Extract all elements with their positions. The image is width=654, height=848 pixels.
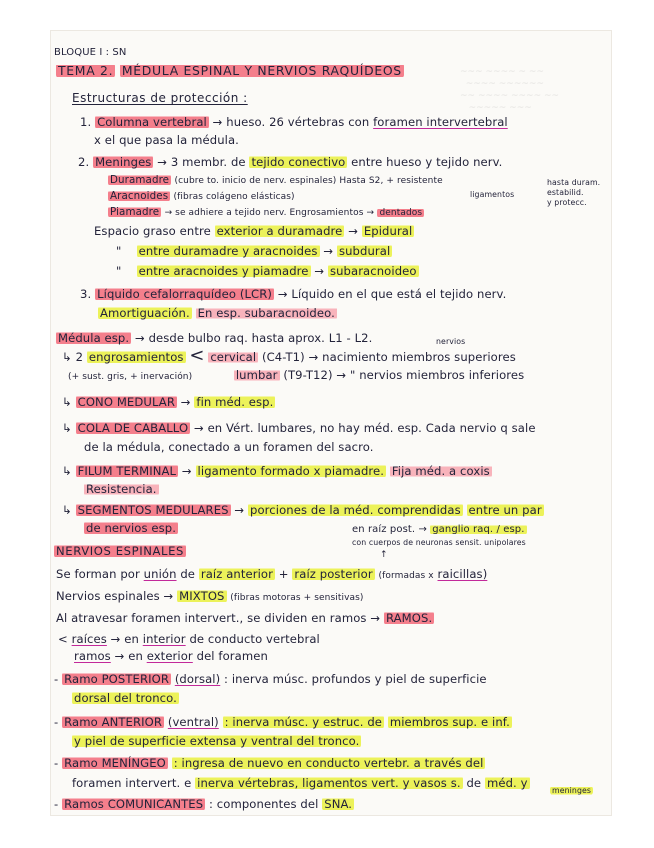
- arrow: ↳: [62, 503, 72, 517]
- item-columna: [80, 114, 508, 130]
- hl-med: méd. y: [486, 776, 528, 790]
- arrow: →: [348, 224, 359, 238]
- text: (formadas x: [378, 571, 434, 581]
- underlined-union: unión: [143, 567, 177, 581]
- text: (fibras motoras + sensitivas): [230, 593, 364, 603]
- hl-duramadre: Duramadre: [110, 174, 170, 186]
- num: 3.: [80, 287, 92, 301]
- lcr-amortiguacion: [98, 305, 337, 321]
- text: de: [180, 567, 196, 581]
- arrow: →: [181, 464, 192, 478]
- ramo-meningeo: [54, 755, 485, 771]
- hl-entre: entre duramadre y aracnoides: [138, 244, 318, 258]
- hl-piamadre: Piamadre: [110, 206, 160, 218]
- bullet: -: [54, 756, 59, 770]
- hl-ramo-anterior: Ramo ANTERIOR: [64, 715, 163, 729]
- ditto: ": [349, 368, 356, 382]
- text: Se forman por: [56, 567, 140, 581]
- text: → en: [114, 649, 143, 663]
- hl-cervical: cervical: [210, 350, 257, 364]
- hl-medula-esp: Médula esp.: [58, 331, 130, 345]
- hl-epidural: Epidural: [363, 224, 413, 238]
- meninge-piamadre: [108, 204, 424, 220]
- ramo-anterior: [54, 714, 512, 730]
- text: → en Vért. lumbares, no hay méd. esp. Cada nervio q sale: [193, 421, 536, 435]
- hl-ganglio: ganglio raq. / esp.: [432, 524, 525, 535]
- underlined-foramen: foramen intervertebral: [373, 115, 508, 129]
- underlined-ventral: (ventral): [167, 715, 219, 729]
- text: (C4-T1) → nacimiento: [261, 350, 388, 364]
- arrow: →: [234, 503, 245, 517]
- tema-name: MÉDULA ESPINAL Y NERVIOS RAQUÍDEOS: [121, 63, 402, 78]
- engrosamiento-lumbar: [68, 367, 524, 383]
- ramos-comunicantes: [54, 796, 354, 812]
- meninge-duramadre: [108, 172, 443, 188]
- text: Nervios espinales →: [56, 589, 174, 603]
- cono-medular: [62, 394, 275, 410]
- note-ligamentos: ligamentos: [470, 190, 515, 199]
- hl-exterior: exterior a duramadre: [216, 224, 343, 238]
- note-nervios: nervios: [436, 337, 466, 346]
- text: miembros superiores: [391, 350, 516, 364]
- text: (cubre to. inicio de nerv. espinales) Hasta S2, + resistente: [174, 176, 443, 186]
- text: → Líquido en el que está el tejido nerv.: [277, 287, 507, 301]
- underlined-raices: raíces: [71, 632, 107, 646]
- brace: <: [189, 345, 205, 366]
- text: → 3 membr. de: [157, 155, 246, 169]
- hl-amortiguacion: Amortiguación.: [100, 306, 190, 320]
- underlined-exterior: exterior: [146, 649, 193, 663]
- hl-sna: SNA.: [324, 797, 353, 811]
- text: → en: [110, 632, 139, 646]
- hl-resistencia: Resistencia.: [86, 482, 157, 496]
- text: → hueso. 26 vértebras con: [212, 115, 370, 129]
- nervios-formacion: [56, 566, 487, 582]
- text: → desde bulbo raq. hasta aprox. L1 - L2.: [134, 331, 373, 345]
- underlined-raicillas: raicillas): [437, 567, 488, 581]
- bullet: -: [54, 672, 59, 686]
- hl-engrosamientos: engrosamientos: [88, 350, 184, 364]
- hl-dorsal-tronco: dorsal del tronco.: [74, 691, 177, 705]
- hl-ramo-meningeo: Ramo MENÍNGEO: [64, 756, 166, 770]
- nervios-ramos: [56, 610, 434, 626]
- hl-raiz-posterior: raíz posterior: [294, 567, 373, 581]
- nervios-espinales-heading: [54, 543, 186, 559]
- note-protecc: y protecc.: [547, 198, 587, 207]
- hl-ramo-posterior: Ramo POSTERIOR: [64, 672, 170, 686]
- meninge-aracnoides: [108, 188, 295, 204]
- text: de: [466, 776, 482, 790]
- note-meninges: [550, 786, 593, 796]
- text: Al atravesar foramen intervert., se dividen en ramos →: [56, 611, 381, 625]
- hl-meninges: meninges: [552, 786, 592, 795]
- text: : componentes del: [208, 797, 319, 811]
- underlined-interior: interior: [142, 632, 186, 646]
- hl-porciones: porciones de la méd. comprendidas: [250, 503, 461, 517]
- underlined-ramos: ramos: [74, 649, 111, 663]
- text: (+ sust. gris, + inervación): [68, 372, 193, 382]
- hl-inerva: : inerva músc. y estruc. de: [224, 715, 383, 729]
- text-line: x el que pasa la médula.: [94, 133, 239, 147]
- nervios-mixtos: [56, 588, 364, 604]
- text: entre hueso y tejido nerv.: [351, 155, 503, 169]
- hl-subaracnoideo: subaracnoideo: [329, 264, 417, 278]
- engrosamiento-cervical: [62, 345, 516, 366]
- hl-mixtos: MIXTOS: [179, 589, 225, 603]
- hl-dentados: dentados: [379, 208, 423, 218]
- hl-filum: FILUM TERMINAL: [77, 464, 177, 478]
- tema-title: [56, 63, 404, 79]
- note-estabilid: estabilid.: [547, 188, 584, 197]
- section-heading-proteccion: Estructuras de protección :: [72, 91, 248, 105]
- bloque-label: BLOQUE I : SN: [54, 47, 127, 58]
- num: 2.: [78, 155, 90, 169]
- hl-tejido-conectivo: tejido conectivo: [251, 155, 346, 169]
- note-hasta-duram: hasta duram.: [547, 178, 601, 187]
- raices-interior: [58, 631, 320, 647]
- filum-resistencia: [84, 481, 159, 497]
- ramo-posterior-cont: [72, 690, 179, 706]
- note-raiz-post: [352, 524, 527, 535]
- text: nervios miembros inferiores: [359, 368, 525, 382]
- text: en raíz post. →: [352, 524, 427, 535]
- arrow: →: [323, 244, 334, 258]
- hl-entre: entre aracnoides y piamadre: [138, 264, 309, 278]
- note-neuronas: con cuerpos de neuronas sensit. unipolares: [352, 538, 526, 547]
- hl-lumbar: lumbar: [235, 368, 278, 382]
- text: +: [278, 567, 289, 581]
- hl-lcr: Líquido cefalorraquídeo (LCR): [97, 287, 273, 301]
- text: de conducto vertebral: [189, 632, 320, 646]
- text: → se adhiere a tejido nerv. Engrosamientos →: [164, 208, 375, 218]
- hl-piel-superficie: y piel de superficie extensa y ventral del tronco.: [74, 734, 360, 748]
- hl-esp-subaracnoideo: En esp. subaracnoideo.: [197, 306, 335, 320]
- arrow: ↳: [62, 395, 72, 409]
- ditto: ": [116, 244, 122, 258]
- hl-meninges: Meninges: [95, 155, 152, 169]
- hl-fin-med: fin méd. esp.: [196, 395, 274, 409]
- ramo-posterior: [54, 671, 487, 687]
- text: Espacio graso entre: [94, 224, 211, 238]
- arrow: →: [180, 395, 191, 409]
- hl-entre-par: entre un par: [468, 503, 542, 517]
- arrow: ↳ 2: [62, 350, 84, 364]
- ditto: ": [116, 264, 122, 278]
- text: : inerva músc. profundos y piel de superficie: [224, 672, 487, 686]
- bullet: -: [54, 797, 59, 811]
- text: (T9-T12) →: [283, 368, 347, 382]
- hl-aracnoides: Aracnoides: [110, 190, 169, 202]
- hl-raiz-anterior: raíz anterior: [200, 567, 273, 581]
- segmentos-medulares: [62, 502, 544, 518]
- ramos-exterior: [74, 648, 268, 664]
- hl-subdural: subdural: [338, 244, 391, 258]
- notebook-page: [50, 30, 612, 816]
- hl-ramos: RAMOS.: [385, 611, 433, 625]
- note-arrow: ↑: [380, 550, 388, 560]
- espacio-subaracnoideo: [116, 263, 419, 279]
- hl-cola-caballo: COLA DE CABALLO: [77, 421, 189, 435]
- tema-number: TEMA 2.: [58, 63, 114, 78]
- hl-nervios-espinales: NERVIOS ESPINALES: [56, 544, 184, 558]
- brace: <: [58, 632, 68, 646]
- espacio-subdural: [116, 243, 392, 259]
- text-line: de la médula, conectado a un foramen del sacro.: [84, 440, 374, 454]
- hl-cono-medular: CONO MEDULAR: [77, 395, 175, 409]
- hl-fija: Fija méd. a coxis: [391, 464, 490, 478]
- hl-columna-vertebral: Columna vertebral: [97, 115, 207, 129]
- hl-segmentos: SEGMENTOS MEDULARES: [77, 503, 229, 517]
- filum-terminal: [62, 463, 492, 479]
- arrow: ↳: [62, 421, 72, 435]
- cola-de-caballo: [62, 420, 536, 436]
- bullet: -: [54, 715, 59, 729]
- medula-heading: [56, 330, 372, 346]
- ramo-meningeo-cont: [72, 775, 530, 791]
- bleed-through-ghost: ~~~ ~~~~ ~ ~~ ~~~~ ~~~~~~ ~~ ~~~~ ~~~~ ~~ ~~~~~ ~~~: [460, 67, 560, 113]
- hl-ingresa: : ingresa de nuevo en conducto vertebr. a través del: [173, 756, 484, 770]
- item-meninges: [78, 154, 502, 170]
- hl-miembros: miembros sup. e inf.: [389, 715, 510, 729]
- ramo-anterior-cont: [72, 733, 361, 749]
- text: (fibras colágeno elásticas): [173, 192, 295, 202]
- hl-ligamento: ligamento formado x piamadre.: [197, 464, 385, 478]
- hl-ramos-comunicantes: Ramos COMUNICANTES: [64, 797, 204, 811]
- text: foramen intervert. e: [72, 776, 192, 790]
- underlined-dorsal: (dorsal): [174, 672, 221, 686]
- arrow: →: [314, 264, 325, 278]
- hl-inerva-vertebras: inerva vértebras, ligamentos vert. y vasos s.: [197, 776, 461, 790]
- item-lcr: [80, 286, 506, 302]
- arrow: ↳: [62, 464, 72, 478]
- hl-nervios-esp: de nervios esp.: [86, 521, 177, 535]
- segmentos-cont: [84, 520, 178, 536]
- num: 1.: [80, 115, 92, 129]
- espacio-epidural: [94, 223, 414, 239]
- text: del foramen: [196, 649, 268, 663]
